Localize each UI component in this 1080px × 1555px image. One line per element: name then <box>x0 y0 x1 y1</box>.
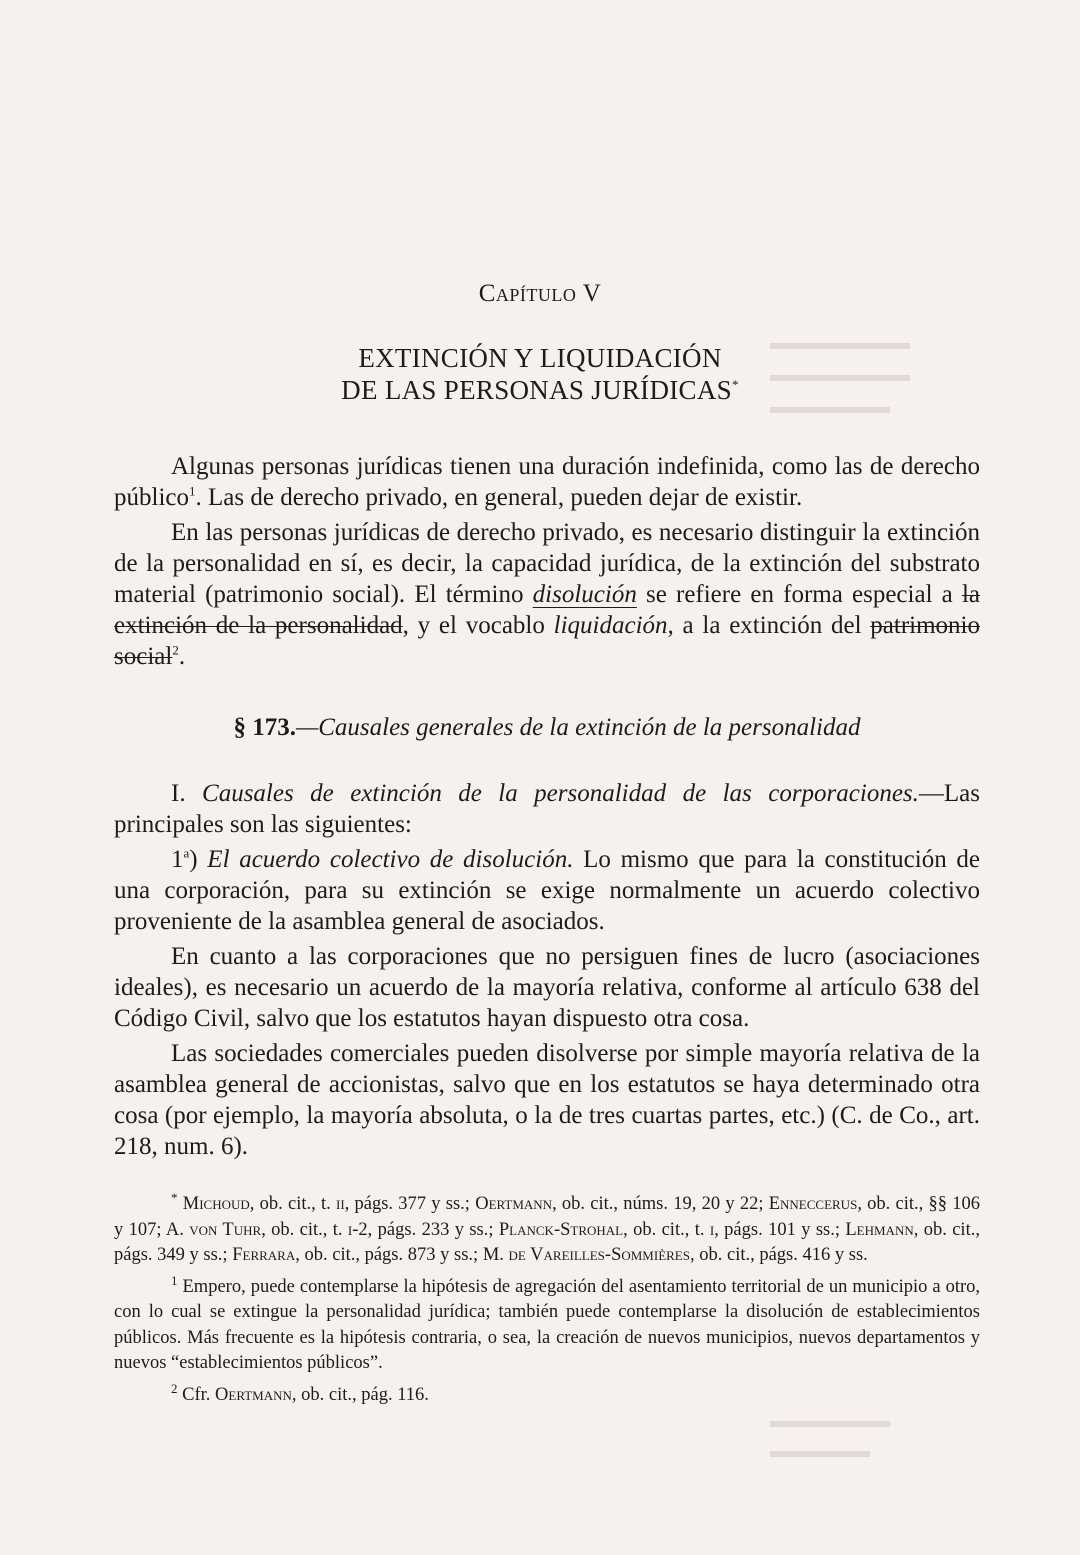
show-through: ▬▬▬▬▬ <box>770 1440 870 1462</box>
section-title: —Causales generales de la extinción de la personalidad <box>295 714 861 741</box>
footnote-2: $^2$ Cfr. Oertmann, ob. cit., pág. 116. <box>171 1380 429 1405</box>
footnotes <box>114 1189 981 1414</box>
footnote-ref-2: 2 <box>172 642 179 658</box>
body-paragraph-4: Las sociedades comerciales pueden disolverse por simple mayoría relativa de la asamblea general de accionistas, salvo que en los estatutos se haya determinado otra cosa (por ejemplo, la mayoría absoluta, o la de tres cuartas partes, etc.) (C. de Co., art. 218, num. 6). <box>114 1040 980 1160</box>
struck-text: patrimonio social <box>114 612 980 670</box>
chapter-title-line-1: EXTINCIÓN Y LIQUIDACIÓN <box>358 343 722 373</box>
body-paragraph-1: I. Causales de extinción de la personalidad de las corporaciones.—Las principales son las siguientes: <box>114 780 981 838</box>
chapter-label: Capítulo V <box>478 280 602 307</box>
struck-text: la extinción de la personalidad <box>114 581 980 639</box>
intro-paragraph-2: En las personas jurídicas de derecho privado, es necesario distinguir la extinción de la personalidad en sí, es decir, la capacidad jurídica, de la extinción del substrato material (patrimonio social). El término disolución se refiere en forma especial a la extinción de la personalidad, y el vocablo liquidación, a la extinción del patrimonio social$^2$. <box>114 519 980 670</box>
show-through: ▬▬▬▬▬▬▬ <box>770 332 910 354</box>
show-through: ▬▬▬▬▬▬▬ <box>770 364 910 386</box>
footnote-1: $^1$ Empero, puede contemplarse la hipótesis de agregación del asentamiento territorial de un municipio a otro, con lo cual se extingue la personalidad jurídica; también puede contemplarse la disolución de establecimientos públicos. Más frecuente es la hipótesis contraria, o sea, la creación de nuevos municipios, nuevos departamentos y nuevos “establecimientos públicos”. <box>114 1272 980 1373</box>
section-heading <box>114 714 980 742</box>
chapter-title-line-2: DE LAS PERSONAS JURÍDICAS* <box>341 375 739 405</box>
intro-paragraph-1: Algunas personas jurídicas tienen una duración indefinida, como las de derecho público$^1$. Las de derecho privado, en general, pueden dejar de existir. <box>114 453 980 511</box>
body-paragraph-3: En cuanto a las corporaciones que no persiguen fines de lucro (asociaciones ideales), es necesario un acuerdo de la mayoría relativa, conforme al artículo 638 del Código Civil, salvo que los estatutos hayan dispuesto otra cosa. <box>114 943 980 1032</box>
chapter-title <box>0 342 1080 406</box>
footnote-ref-1: 1 <box>189 483 196 499</box>
term-disolucion: disolución <box>532 581 637 608</box>
show-through: ▬▬▬▬▬▬ <box>770 1410 890 1432</box>
body-paragraph-2: 1$^a$) El acuerdo colectivo de disolución. Lo mismo que para la constitución de una corporación, para su extinción se exige normalmente un acuerdo colectivo proveniente de la asamblea general de asociados. <box>114 845 980 935</box>
term-liquidacion: liquidación <box>553 612 668 639</box>
show-through: ▬▬▬▬▬▬ <box>770 396 890 418</box>
chapter-title-footnote-mark: * <box>732 377 739 392</box>
footnote-star: * Michoud, ob. cit., t. ii, págs. 377 y ss.; Oertmann, ob. cit., núms. 19, 20 y 22; Enneccerus, ob. cit., §§ 106 y 107; A. von Tuhr, ob. cit., t. i-2, págs. 233 y ss.; Planck-Strohal, ob. cit., t. i, págs. 101 y ss.; Lehmann, ob. cit., págs. 349 y ss.; Ferrara, ob. cit., págs. 873 y ss.; M. de Vareilles-Sommières, ob. cit., págs. 416 y ss. <box>114 1189 981 1265</box>
intro-text <box>114 451 980 676</box>
section-number: § 173. <box>233 714 296 741</box>
section-body <box>114 778 980 1166</box>
